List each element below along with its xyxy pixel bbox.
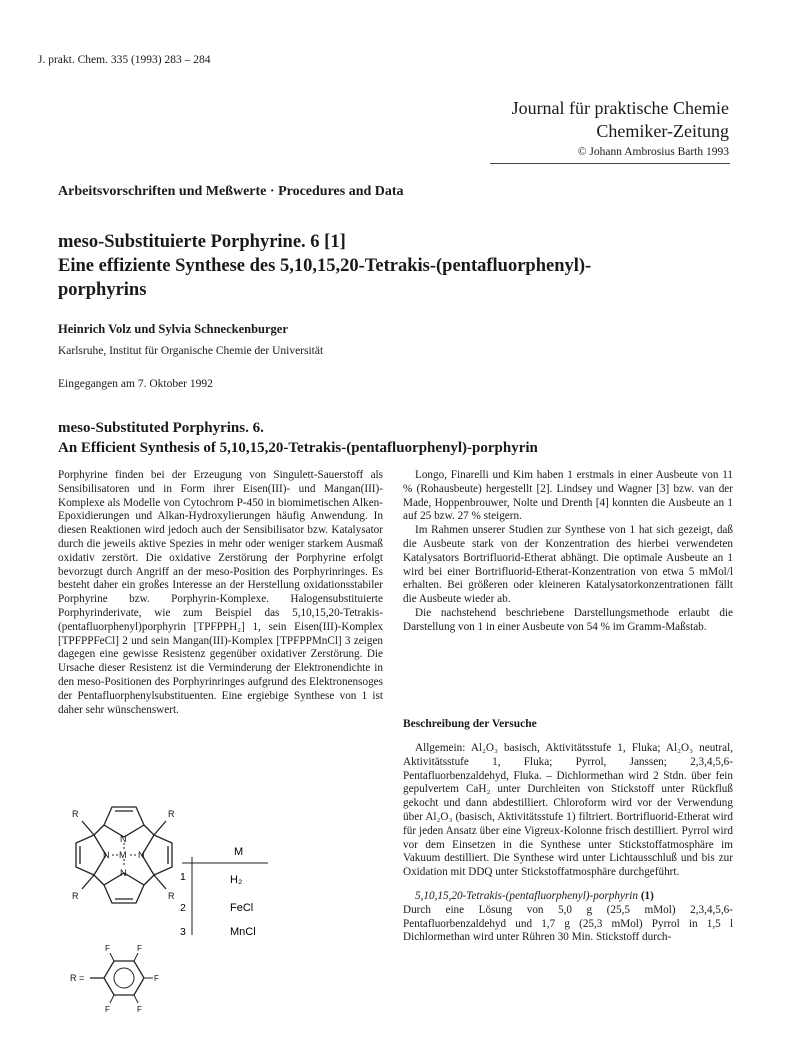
paragraph-general: Allgemein: Al₂O₃ basisch, Aktivitätsstufe 1, Fluka; Al₂O₃ neutral, Aktivitätsstufe 1, Fluka; Pyrrol, Janssen; 2,3,4,5,6-Pentafluorbenzaldehyd, Fluka. – Dichlormethan wird 2 Stdn. über fein gepulvertem CaH₂ unter Durchleiten von Stickstoff unter Rückfluß gekocht und dann abdestilliert. Chloroform wird vor der Verwendung über Al₂O₃ (basisch, Aktivitätsstufe 1) filtriert. Bortrifluorid-Etherat wird für jeden Ansatz über eine Vigreux-Kolonne frisch destilliert. Pyrrol wird vor dem Einsetzen in die Synthese unter Stickstoffatmosphäre im Vakuum destilliert. Die Synthese wird unter Lichtausschluß und bis zur Oxidation mit DDQ unter Stickstoffatmosphäre durchgeführt. — [403, 742, 733, 879]
journal-citation: J. prakt. Chem. 335 (1993) 283 – 284 — [38, 54, 211, 66]
title-en-line1: meso-Substituted Porphyrins. 6. — [58, 420, 264, 436]
affiliation: Karlsruhe, Institut für Organische Chemie der Universität — [58, 345, 324, 357]
compound-3-number: 3 — [180, 926, 186, 938]
journal-copyright: © Johann Ambrosius Barth 1993 — [577, 146, 729, 158]
right-column-experimental — [403, 742, 733, 945]
title-de-line3: porphyrins — [58, 280, 147, 300]
fluorine-3: F — [137, 944, 142, 953]
paragraph-history: Longo, Finarelli und Kim haben 1 erstmals in einer Ausbeute von 11 % (Rohausbeute) hergestellt [2]. Lindsey und Wagner [3] bzw. van der Made, Hoppenbrouwer, Nolte und Drenth [4] konnten die Ausbeute an 1 auf 25 bzw. 27 % steigern. — [403, 469, 733, 523]
nitrogen-right: N — [138, 850, 145, 860]
article-title-en — [58, 418, 748, 458]
pentafluorophenyl-group — [70, 944, 159, 1014]
authors: Heinrich Volz und Sylvia Schneckenburger — [58, 322, 288, 336]
nitrogen-top: N — [120, 834, 127, 844]
compound-1-number: 1 — [180, 871, 186, 883]
r-definition: R = — [70, 973, 85, 983]
received-date: Eingegangen am 7. Oktober 1992 — [58, 378, 213, 390]
nitrogen-bottom: N — [120, 868, 127, 878]
journal-masthead — [512, 97, 729, 161]
article-title-de — [58, 230, 748, 302]
table-header-m: M — [234, 846, 244, 858]
compound-name: 5,10,15,20-Tetrakis-(pentafluorphenyl)-porphyrin — [415, 889, 639, 902]
r-label-top-left: R — [72, 809, 79, 819]
r-label-top-right: R — [168, 809, 175, 819]
right-column-intro — [403, 469, 733, 635]
r-label-bottom-left: R — [72, 891, 79, 901]
journal-name: Journal für praktische Chemie — [511, 98, 729, 118]
compound-table — [180, 846, 268, 938]
fluorine-4: F — [154, 974, 159, 983]
compound-number: (1) — [640, 889, 654, 902]
compound-1-metal: H₂ — [230, 874, 243, 886]
nitrogen-left: N — [103, 850, 110, 860]
compound-2-metal: FeCl — [230, 902, 254, 914]
benzene-ring — [104, 961, 144, 995]
title-de-line1: meso-Substituierte Porphyrine. 6 [1] — [58, 232, 346, 252]
intro-paragraph: Porphyrine finden bei der Erzeugung von Singulett-Sauerstoff als Sensibilisatoren und in Form ihrer Eisen(III)- und Mangan(III)-Komplexe als Modelle von Cytochrom P-450 in biomimetischen Alken-Epoxidierungen und Alkan-Hydroxylierungen häufig Anwendung. In diesen Reaktionen wird jedoch auch der Sensibilisator bzw. Katalysator durch die jeweils aktive Spezies in mehr oder weniger starkem Ausmaß oxidativ zerstört. Die oxidative Zerstörung der Porphyrine erfolgt bevorzugt durch Angriff an der meso-Position des Porphyrinringes. Es besteht daher ein großes Interesse an der Herstellung oxidationsstabiler Porphyrine bzw. Porphyrin-Komplexe. Halogensubstituierte Porphyrinderivate, wie zum Beispiel das 5,10,15,20-Tetrakis-(pentafluorphenyl)porphyrin [TPFPPH₂] 1, sein Eisen(III)-Komplex [TPFPPFeCl] 2 und sein Mangan(III)-Komplex [TPFPPMnCl] 3 zeigen dagegen eine gewisse Resistenz gegenüber oxidativer Zerstörung. Die Ursache dieser Resistenz ist die Verminderung der Elektronendichte in den meso-Positionen des Porphyrinringes aufgrund des Elektronensoges der Pentafluorphenylsubstituenten. Eine ergiebige Synthese von 1 ist daher sehr wünschenswert. — [58, 469, 383, 716]
fluorine-6: F — [105, 1005, 110, 1014]
metal-center: M — [119, 850, 127, 860]
r-label-bottom-right: R — [168, 891, 175, 901]
masthead-rule — [490, 163, 730, 164]
paragraph-procedure: Durch eine Lösung von 5,0 g (25,5 mMol) 2,3,4,5,6-Pentafluorbenzaldehyd und 1,7 g (25,3 mMol) Pyrrol in 1,5 l Dichlormethan wird unter Rühren 30 Min. Stickstoff durch- — [403, 903, 733, 944]
paragraph-catalyst: Im Rahmen unserer Studien zur Synthese von 1 hat sich gezeigt, daß die Ausbeute stark von der Konzentration des hierbei verwendeten Katalysators Bortrifluorid-Etherat abhängt. Die optimale Ausbeute an 1 wird bei einer Bortrifluorid-Etherat-Konzentration von etwa 5 mMol/l erhalten. Bei größeren oder kleineren Katalysatorkonzentrationen fällt die Ausbeute wieder ab. — [403, 524, 733, 606]
compound-2-number: 2 — [180, 902, 186, 914]
experimental-heading: Beschreibung der Versuche — [403, 718, 537, 730]
title-de-line2: Eine effiziente Synthese des 5,10,15,20-Tetrakis-(pentafluorphenyl)- — [58, 256, 592, 276]
paragraph-method: Die nachstehend beschriebene Darstellungsmethode erlaubt die Darstellung von 1 in einer Ausbeute von 54 % im Gramm-Maßstab. — [403, 606, 733, 633]
left-column — [58, 469, 383, 717]
fluorine-5: F — [137, 1005, 142, 1014]
porphyrin-structure-figure — [58, 795, 308, 1035]
title-en-line2: An Efficient Synthesis of 5,10,15,20-Tetrakis-(pentafluorphenyl)-porphyrin — [58, 440, 538, 456]
section-heading: Arbeitsvorschriften und Meßwerte · Procedures and Data — [58, 184, 404, 199]
compound-3-metal: MnCl — [230, 926, 256, 938]
fluorine-2: F — [105, 944, 110, 953]
compound-heading — [403, 890, 733, 904]
journal-subtitle: Chemiker-Zeitung — [596, 121, 729, 141]
